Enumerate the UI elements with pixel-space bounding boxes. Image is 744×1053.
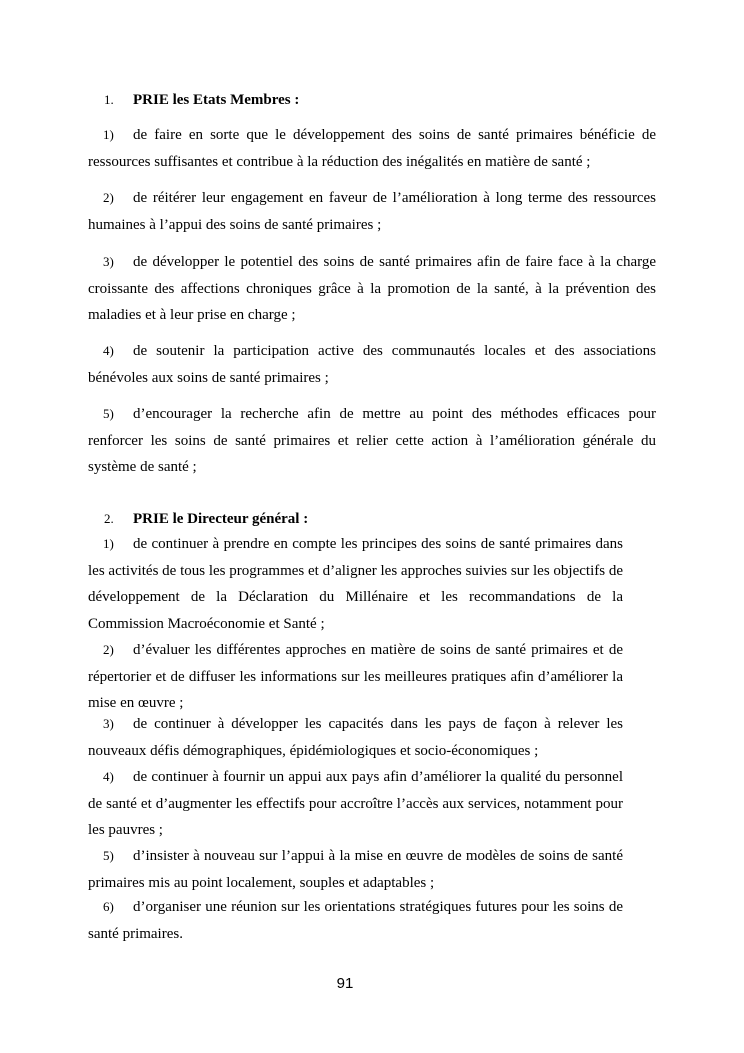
section-1-item-3 xyxy=(88,249,656,329)
item-text: de soutenir la participation active des communautés locales et des associations bénévoles aux soins de santé primaires ; xyxy=(88,343,656,386)
item-text: d’encourager la recherche afin de mettre au point des méthodes efficaces pour renforcer les soins de santé primaires et relier cette action à l’amélioration générale du système de santé ; xyxy=(88,406,656,475)
section-2-item-3 xyxy=(88,711,623,764)
section-1-item-5 xyxy=(88,401,656,481)
section-2-number: 2. xyxy=(104,511,114,526)
item-text: de continuer à fournir un appui aux pays afin d’améliorer la qualité du personnel de santé et d’augmenter les effectifs pour accroître l’accès aux services, notamment pour les pauvres ; xyxy=(88,769,623,838)
item-number: 5) xyxy=(103,848,114,863)
page-number: 91 xyxy=(336,975,354,992)
section-2-item-4 xyxy=(88,764,623,844)
item-number: 2) xyxy=(103,642,114,657)
section-2-item-2 xyxy=(88,637,623,717)
section-2-title: PRIE le Directeur général : xyxy=(133,511,309,527)
item-number: 4) xyxy=(103,769,114,784)
section-2-item-6 xyxy=(88,894,623,947)
item-number: 3) xyxy=(103,254,114,269)
item-text: d’évaluer les différentes approches en matière de soins de santé primaires et de répertorier et de diffuser les informations sur les meilleures pratiques afin d’améliorer la mise en œuvre ; xyxy=(88,642,623,711)
item-text: de réitérer leur engagement en faveur de l’amélioration à long terme des ressources humaines à l’appui des soins de santé primaires ; xyxy=(88,190,656,233)
section-1-item-1 xyxy=(88,122,656,175)
item-text: d’organiser une réunion sur les orientations stratégiques futures pour les soins de santé primaires. xyxy=(88,899,623,942)
item-text: de faire en sorte que le développement des soins de santé primaires bénéficie de ressources suffisantes et contribue à la réduction des inégalités en matière de santé ; xyxy=(88,127,656,170)
item-number: 6) xyxy=(103,899,114,914)
item-text: de continuer à développer les capacités dans les pays de façon à relever les nouveaux défis démographiques, épidémiologiques et socio-économiques ; xyxy=(88,716,623,759)
item-number: 1) xyxy=(103,127,114,142)
item-text: de continuer à prendre en compte les principes des soins de santé primaires dans les activités de tous les programmes et d’aligner les approches suivies sur les objectifs de développement de la Déclaration du Millénaire et les recommandations de la Commission Macroéconomie et Santé ; xyxy=(88,536,623,632)
section-1-item-4 xyxy=(88,338,656,391)
section-1-item-2 xyxy=(88,185,656,238)
item-number: 4) xyxy=(103,343,114,358)
section-1-title: PRIE les Etats Membres : xyxy=(133,92,300,108)
item-text: de développer le potentiel des soins de santé primaires afin de faire face à la charge croissante des affections chroniques grâce à la promotion de la santé, à la prévention des maladies et à leur prise en charge ; xyxy=(88,254,656,323)
item-number: 5) xyxy=(103,406,114,421)
section-1-number: 1. xyxy=(104,92,114,107)
item-number: 3) xyxy=(103,716,114,731)
section-1-heading xyxy=(88,90,299,110)
item-number: 2) xyxy=(103,190,114,205)
item-text: d’insister à nouveau sur l’appui à la mise en œuvre de modèles de soins de santé primaires mis au point localement, souples et adaptables ; xyxy=(88,848,623,891)
section-2-item-1 xyxy=(88,531,623,637)
item-number: 1) xyxy=(103,536,114,551)
section-2-heading xyxy=(88,509,308,529)
section-2-item-5 xyxy=(88,843,623,896)
